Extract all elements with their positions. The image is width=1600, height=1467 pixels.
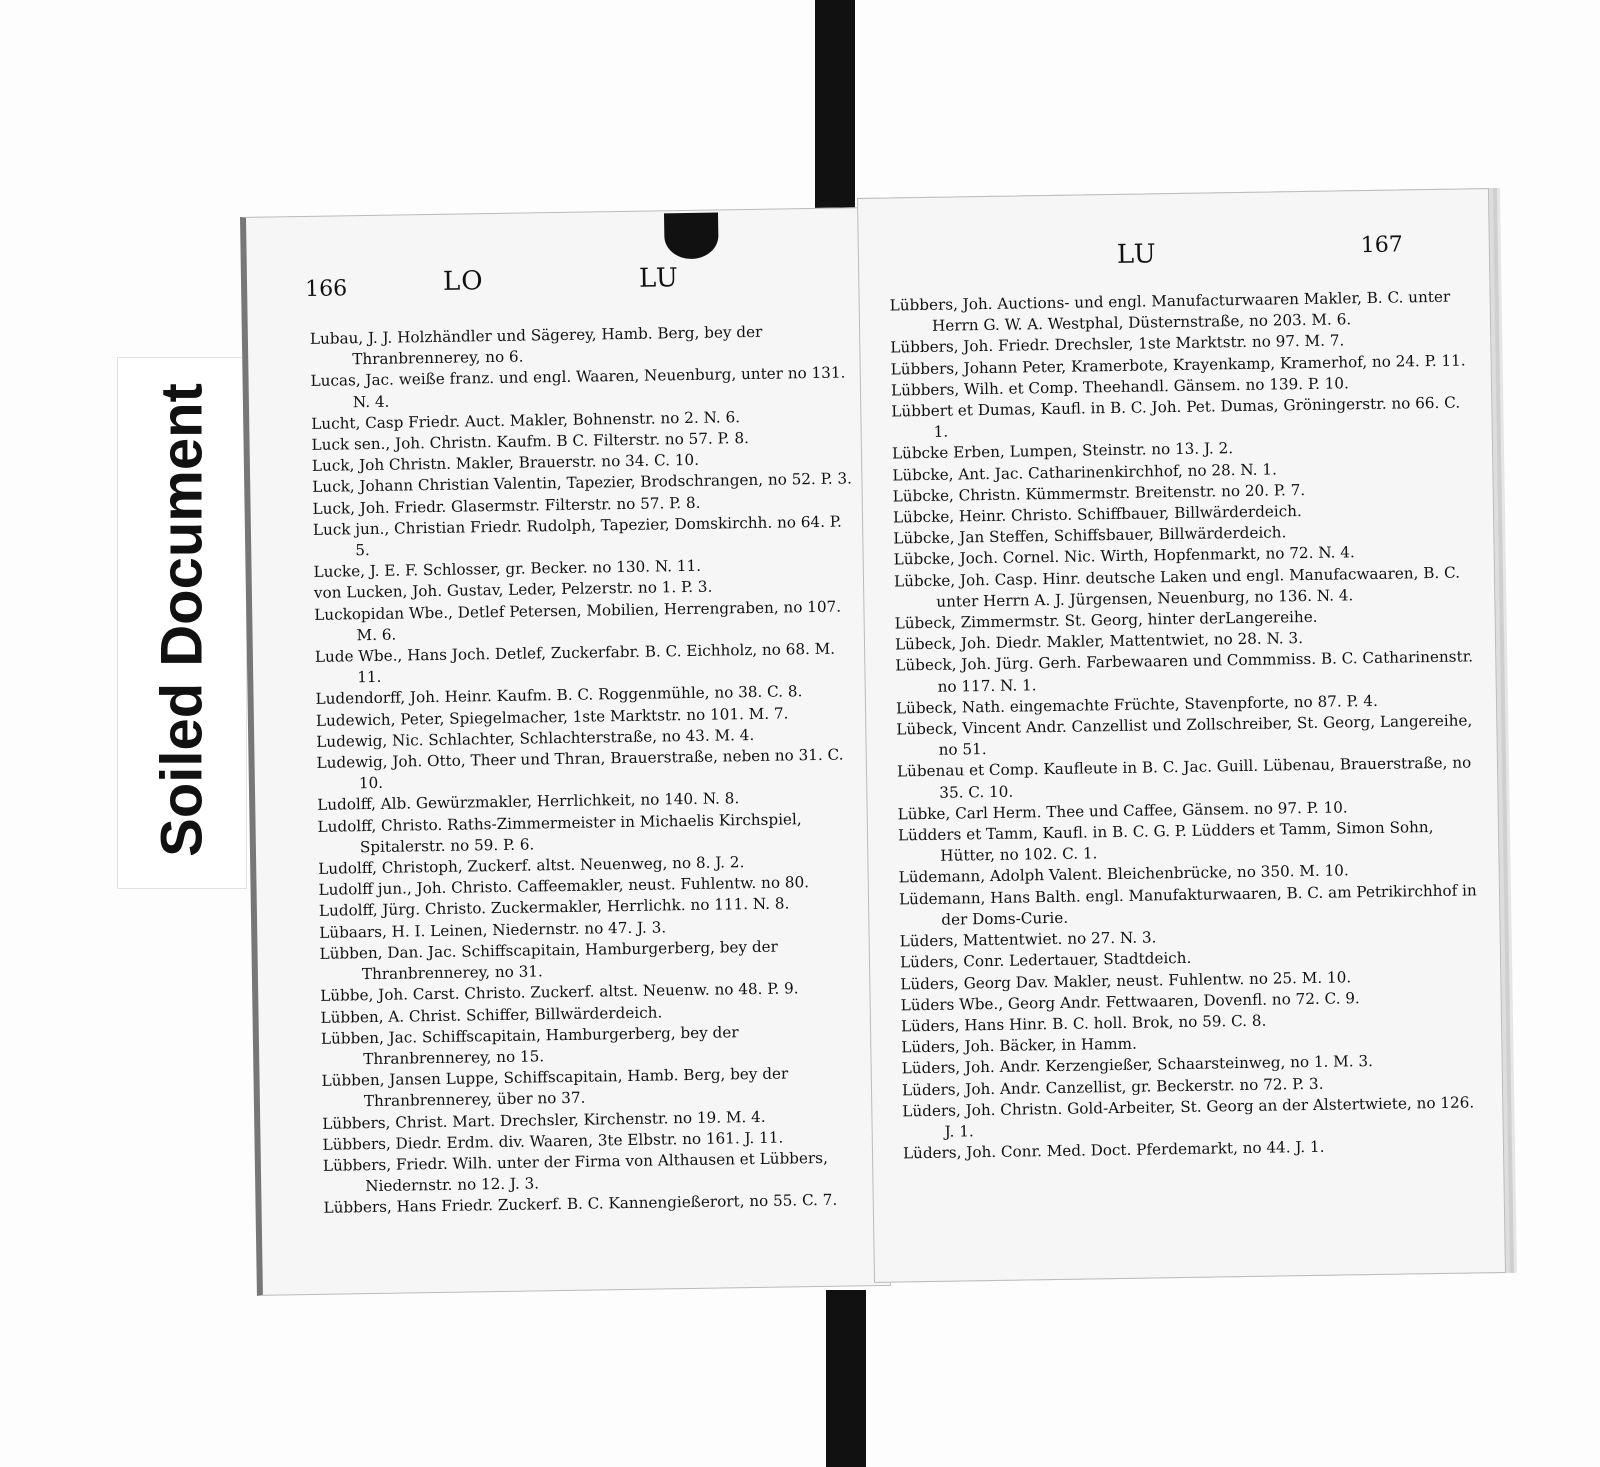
directory-entry: Ludolff, Alb. Gewürzmakler, Herrlichkeit, no 140. N. 8. bbox=[317, 789, 740, 815]
directory-entry: Lübaars, H. I. Leinen, Niedernstr. no 47. J. 3. bbox=[319, 918, 667, 942]
directory-entry: Lübcke, Heinr. Christo. Schiffbauer, Billwärderdeich. bbox=[892, 502, 1302, 527]
directory-entry: Lübcke, Joh. Casp. Hinr. deutsche Laken und engl. Manufacwaaren, B. C. unter Herrn A. J. Jürgensen, Neuenburg, no 136. N. 4. bbox=[893, 563, 1461, 611]
directory-entry: Lüders, Joh. Christn. Gold-Arbeiter, St. Georg an der Alstertwiete, no 126. J. 1. bbox=[902, 1093, 1475, 1141]
gutter-shadow-bottom bbox=[826, 1290, 866, 1467]
directory-entry: Lübcke, Christn. Kümmermstr. Breitenstr. no 20. P. 7. bbox=[892, 480, 1306, 506]
directory-entry: Lübbers, Diedr. Erdm. div. Waaren, 3te Elbstr. no 161. J. 11. bbox=[322, 1128, 784, 1154]
running-head-lo: LO bbox=[442, 266, 484, 297]
directory-entry: Lübcke, Jan Steffen, Schiffsbauer, Billwärderdeich. bbox=[893, 523, 1287, 548]
running-head-lu-right: LU bbox=[1116, 239, 1157, 270]
directory-entry: Lübbers, Christ. Mart. Drechsler, Kirchenstr. no 19. M. 4. bbox=[322, 1107, 766, 1133]
directory-entry: Lübbers, Wilh. et Comp. Theehandl. Gänsem. no 139. P. 10. bbox=[890, 374, 1349, 400]
directory-entry: Lübcke, Joch. Cornel. Nic. Wirth, Hopfenmarkt, no 72. N. 4. bbox=[893, 543, 1355, 569]
soiled-document-label: Soiled Document bbox=[149, 383, 215, 857]
directory-entry: Luck, Joh Christn. Makler, Brauerstr. no 34. C. 10. bbox=[311, 451, 700, 476]
directory-entries-right bbox=[890, 286, 1484, 1164]
directory-entry: Lüders, Joh. Andr. Canzellist, gr. Beckerstr. no 72. P. 3. bbox=[901, 1074, 1324, 1099]
directory-entry: Lübbe, Joh. Carst. Christo. Zuckerf. altst. Neuenw. no 48. P. 9. bbox=[320, 979, 799, 1006]
page-number-left: 166 bbox=[304, 276, 348, 302]
directory-entry: Ludolff, Christo. Raths-Zimmermeister in Michaelis Kirchspiel, Spitalerstr. no 59. P. 6. bbox=[317, 809, 802, 857]
directory-entries-left bbox=[310, 320, 871, 1219]
directory-entry: Luckopidan Wbe., Detlef Petersen, Mobilien, Herrengraben, no 107. M. 6. bbox=[314, 597, 842, 645]
directory-entry: Lübben, Jac. Schiffscapitain, Hamburgerberg, bey der Thranbrennerey, no 15. bbox=[320, 1022, 739, 1069]
page-number-right: 167 bbox=[1360, 232, 1404, 259]
directory-entry: Lude Wbe., Hans Joch. Detlef, Zuckerfabr. B. C. Eichholz, no 68. M. 11. bbox=[314, 639, 836, 687]
directory-entry: Lübben, A. Christ. Schiffer, Billwärderdeich. bbox=[320, 1002, 663, 1027]
directory-entry: Ludolff, Christoph, Zuckerf. altst. Neuenweg, no 8. J. 2. bbox=[318, 853, 745, 878]
left-page bbox=[240, 207, 891, 1296]
directory-entry: Lübeck, Zimmermstr. St. Georg, hinter derLangereihe. bbox=[894, 607, 1318, 633]
directory-entry: Lüders, Conr. Ledertauer, Stadtdeich. bbox=[899, 949, 1192, 972]
directory-entry: Lüdders et Tamm, Kaufl. in B. C. G. P. Lüdders et Tamm, Simon Sohn, Hütter, no 102. C. 1. bbox=[897, 818, 1434, 866]
directory-entry: Lüders, Joh. Bäcker, in Hamm. bbox=[901, 1034, 1137, 1057]
directory-entry: Lübeck, Nath. eingemachte Früchte, Stavenpforte, no 87. P. 4. bbox=[895, 691, 1378, 718]
directory-entry: Lübeck, Joh. Jürg. Gerh. Farbewaaren und Commmiss. B. C. Catharinenstr. no 117. N. 1. bbox=[895, 647, 1474, 696]
directory-entry: Lübenau et Comp. Kaufleute in B. C. Jac. Guill. Lübenau, Brauerstraße, no 35. C. 10. bbox=[896, 753, 1472, 802]
directory-entry: Lübbert et Dumas, Kaufl. in B. C. Joh. Pet. Dumas, Gröningerstr. no 66. C. 1. bbox=[891, 393, 1461, 442]
directory-entry: Lübcke, Ant. Jac. Catharinenkirchhof, no 28. N. 1. bbox=[892, 460, 1277, 485]
directory-entry: Lübcke Erben, Lumpen, Steinstr. no 13. J. 2. bbox=[891, 439, 1234, 463]
directory-entry: Lübben, Jansen Luppe, Schiffscapitain, Hamb. Berg, bey der Thranbrennerey, über no 37. bbox=[321, 1064, 789, 1111]
directory-entry: Luck, Joh. Friedr. Glasermstr. Filterstr. no 57. P. 8. bbox=[312, 493, 701, 518]
directory-entry: Luck, Johann Christian Valentin, Tapezier, Brodschrangen, no 52. P. 3. bbox=[312, 469, 853, 497]
directory-entry: Lübben, Dan. Jac. Schiffscapitain, Hamburgerberg, bey der Thranbrennerey, no 31. bbox=[319, 937, 778, 984]
directory-entry: Ludewich, Peter, Spiegelmacher, 1ste Marktstr. no 101. M. 7. bbox=[315, 704, 789, 730]
directory-entry: Lübbers, Hans Friedr. Zuckerf. B. C. Kannengießerort, no 55. C. 7. bbox=[323, 1191, 838, 1218]
directory-entry: Lübbers, Friedr. Wilh. unter der Firma von Althausen et Lübbers, Niedernstr. no 12. J. 3. bbox=[322, 1148, 828, 1196]
directory-entry: Ludolff jun., Joh. Christo. Caffeemakler, neust. Fuhlentw. no 80. bbox=[318, 873, 810, 900]
running-head-lu-left: LU bbox=[638, 263, 680, 294]
directory-entry: Ludolff, Jürg. Christo. Zuckermakler, Herrlichk. no 111. N. 8. bbox=[318, 894, 790, 921]
directory-entry: Lüdemann, Adolph Valent. Bleichenbrücke, no 350. M. 10. bbox=[898, 861, 1349, 887]
directory-entry: Lüders Wbe., Georg Andr. Fettwaaren, Dovenfl. no 72. C. 9. bbox=[900, 988, 1360, 1015]
ink-blot bbox=[664, 212, 719, 259]
directory-entry: von Lucken, Joh. Gustav, Leder, Pelzerstr. no 1. P. 3. bbox=[313, 578, 713, 603]
directory-entry: Lübbers, Joh. Friedr. Drechsler, 1ste Marktstr. no 97. M. 7. bbox=[890, 331, 1345, 357]
right-page bbox=[857, 188, 1506, 1283]
directory-entry: Lübbers, Joh. Auctions- und engl. Manufacturwaaren Makler, B. C. unter Herrn G. W. A. Westphal, Düsternstraße, no 203. M. 6. bbox=[889, 287, 1451, 336]
directory-entry: Lübke, Carl Herm. Thee und Caffee, Gänsem. no 97. P. 10. bbox=[897, 798, 1348, 824]
directory-entry: Ludewig, Nic. Schlachter, Schlachterstraße, no 43. M. 4. bbox=[316, 725, 755, 751]
directory-entry: Lüders, Georg Dav. Makler, neust. Fuhlentw. no 25. M. 10. bbox=[900, 967, 1352, 993]
directory-entry: Lübeck, Vincent Andr. Canzellist und Zollschreiber, St. Georg, Langereihe, no 51. bbox=[896, 711, 1473, 760]
directory-entry: Lübbers, Johann Peter, Kramerbote, Krayenkamp, Kramerhof, no 24. P. 11. bbox=[890, 351, 1466, 379]
directory-entry: Lüders, Joh. Andr. Kerzengießer, Schaarsteinweg, no 1. M. 3. bbox=[901, 1052, 1374, 1078]
directory-entry: Lüders, Joh. Conr. Med. Doct. Pferdemarkt, no 44. J. 1. bbox=[902, 1137, 1325, 1163]
directory-entry: Lüders, Hans Hinr. B. C. holl. Brok, no 59. C. 8. bbox=[900, 1011, 1267, 1036]
directory-entry: Lüders, Mattentwiet. no 27. N. 3. bbox=[899, 928, 1157, 951]
directory-entry: Luck jun., Christian Friedr. Rudolph, Tapezier, Domskirchh. no 64. P. 5. bbox=[312, 512, 842, 560]
directory-entry: Luck sen., Joh. Christn. Kaufm. B C. Filterstr. no 57. P. 8. bbox=[311, 429, 750, 454]
gutter-shadow-top bbox=[815, 0, 855, 220]
directory-entry: Lübeck, Joh. Diedr. Makler, Mattentwiet, no 28. N. 3. bbox=[894, 629, 1304, 654]
directory-entry: Lucke, J. E. F. Schlosser, gr. Becker. no 130. N. 11. bbox=[313, 557, 702, 582]
directory-entry: Lucht, Casp Friedr. Auct. Makler, Bohnenstr. no 2. N. 6. bbox=[311, 407, 741, 433]
directory-entry: Lüdemann, Hans Balth. engl. Manufakturwaaren, B. C. am Petrikirchhof in der Doms-Curie. bbox=[898, 881, 1477, 929]
directory-entry: Ludendorff, Joh. Heinr. Kaufm. B. C. Roggenmühle, no 38. C. 8. bbox=[315, 682, 803, 709]
directory-entry: Lucas, Jac. weiße franz. und engl. Waaren, Neuenburg, unter no 131. N. 4. bbox=[310, 363, 846, 411]
directory-entry: Lubau, J. J. Holzhändler und Sägerey, Hamb. Berg, bey der Thranbrennerey, no 6. bbox=[309, 322, 763, 369]
directory-entry: Ludewig, Joh. Otto, Theer und Thran, Brauerstraße, neben no 31. C. 10. bbox=[316, 745, 844, 793]
